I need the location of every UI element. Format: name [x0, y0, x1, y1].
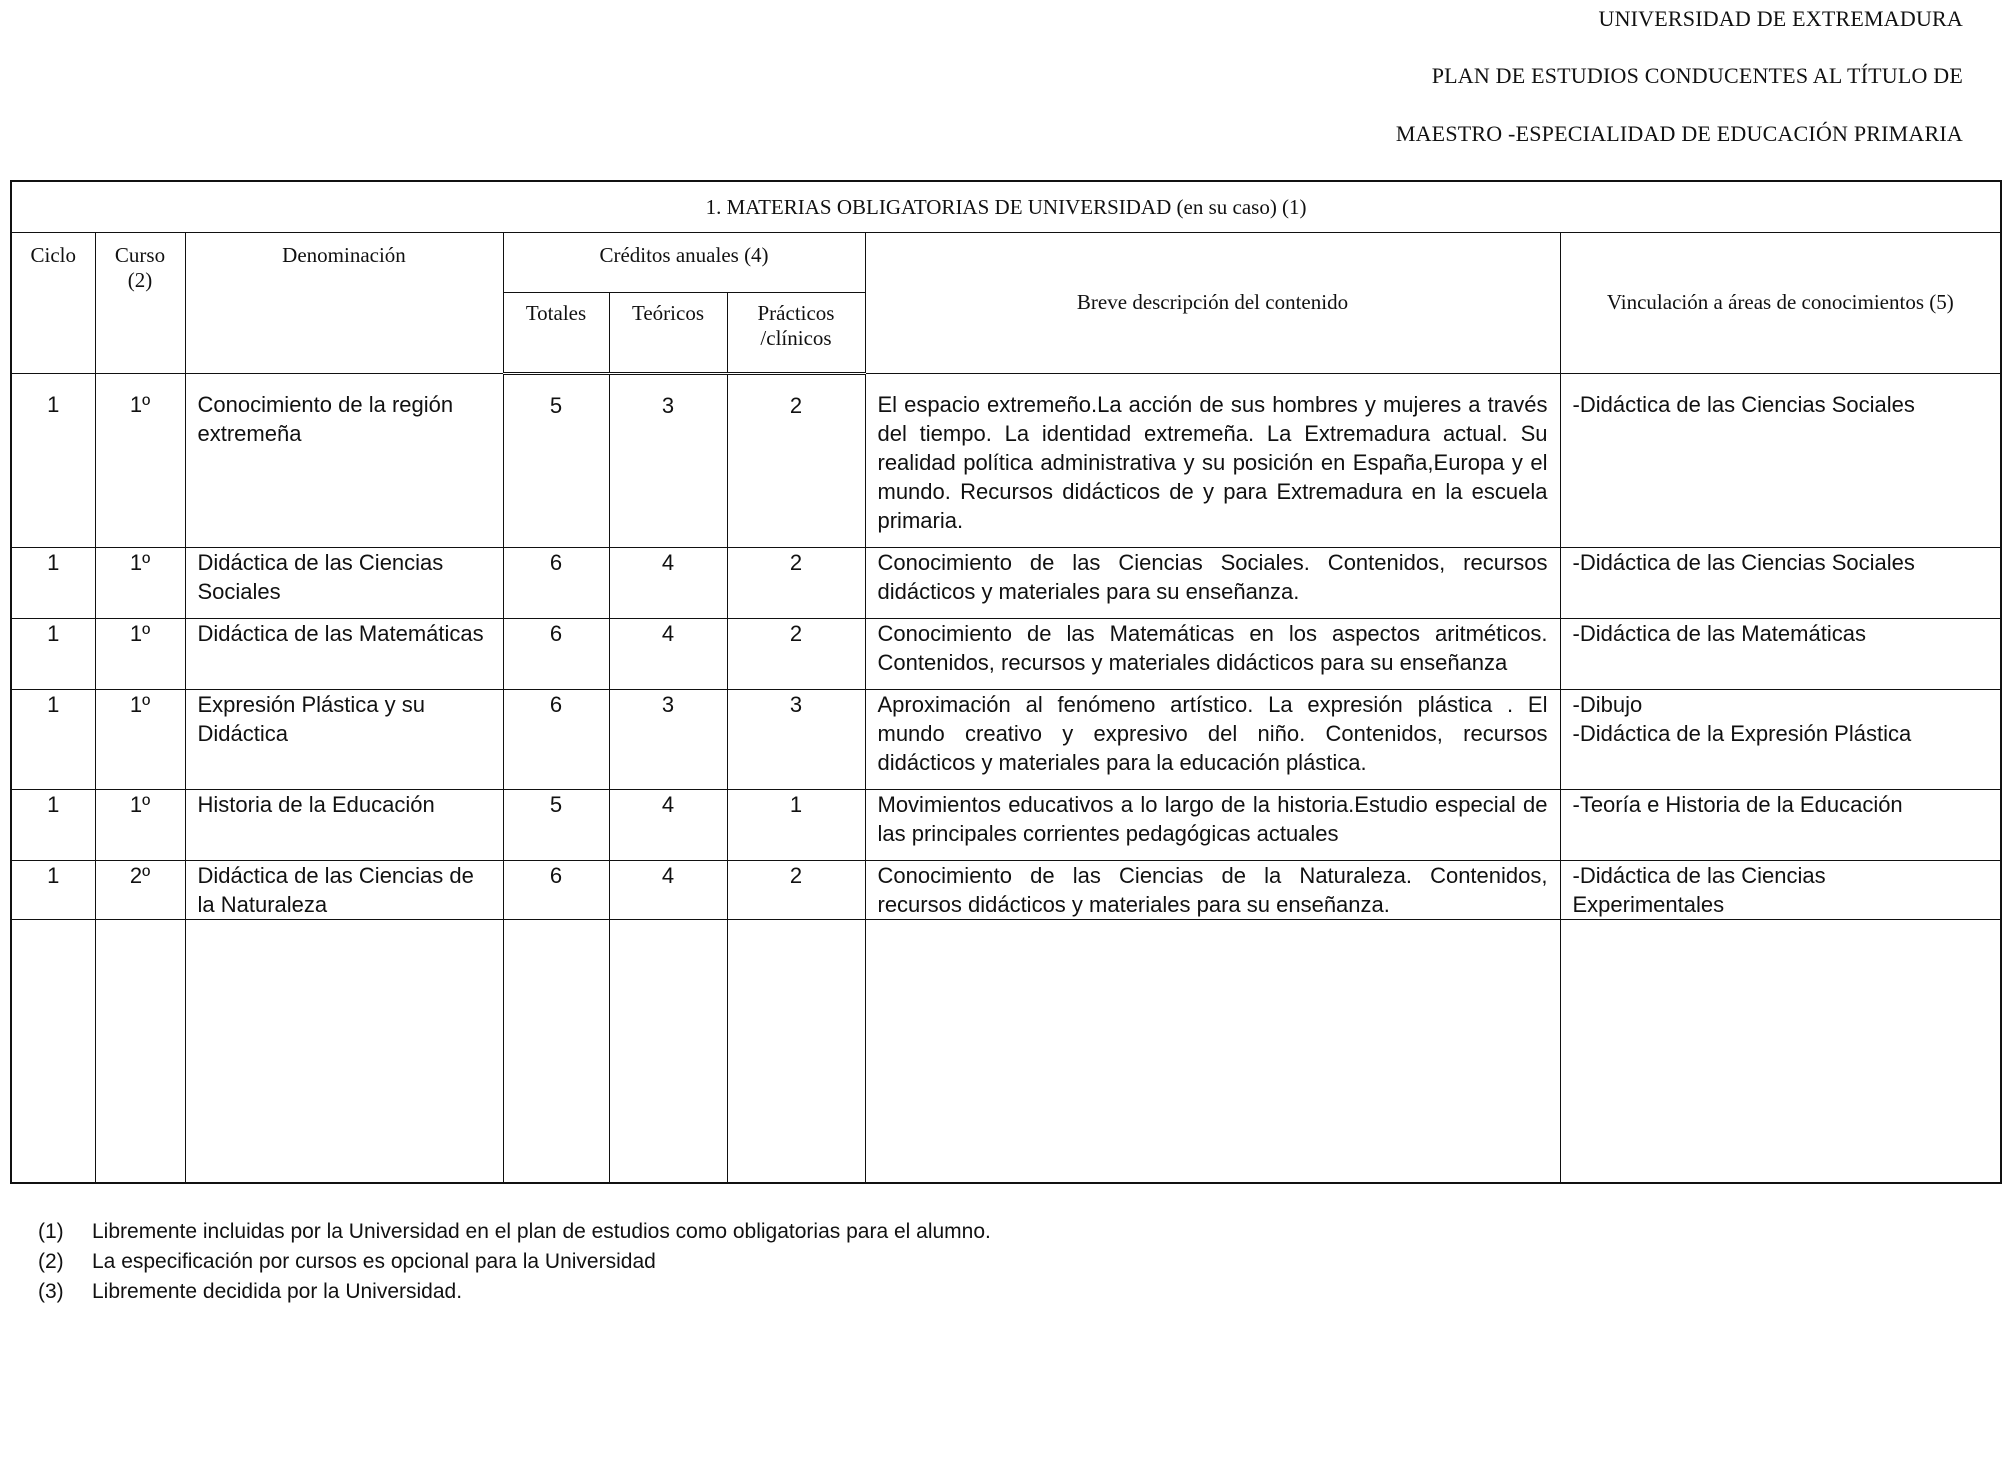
cell-denominacion: Conocimiento de la región extremeña: [185, 374, 503, 548]
table-row: [11, 690, 2001, 790]
cell-denominacion: Expresión Plástica y su Didáctica: [185, 690, 503, 790]
footnotes: [38, 1217, 991, 1307]
col-denominacion: Denominación: [185, 233, 503, 374]
cell-teoricos: 3: [609, 374, 727, 548]
cell-practicos: 2: [727, 374, 865, 548]
footnote-number: (2): [38, 1250, 64, 1273]
cell-totales: 6: [503, 619, 609, 690]
cell-ciclo: 1: [11, 619, 95, 690]
table-filler-row: [11, 920, 2001, 1184]
cell-descripcion: Conocimiento de las Matemáticas en los aspectos aritméticos. Contenidos, recursos y materiales didácticos para su enseñanza: [865, 619, 1560, 690]
vinculacion-item: -Didáctica de las Ciencias Sociales: [1572, 550, 1915, 575]
cell-curso: 1º: [95, 690, 185, 790]
cell-practicos: 2: [727, 861, 865, 920]
col-practicos-label: Prácticos: [757, 301, 835, 325]
cell-vinculacion: [1560, 374, 2001, 548]
cell-teoricos: 4: [609, 861, 727, 920]
cell-vinculacion: [1560, 548, 2001, 619]
vinculacion-item: -Didáctica de las Matemáticas: [1572, 621, 1866, 646]
footnote-text: Libremente decidida por la Universidad.: [92, 1280, 463, 1303]
footnote: [38, 1217, 991, 1247]
footnote-number: (3): [38, 1280, 64, 1303]
cell-practicos: 3: [727, 690, 865, 790]
cell-denominacion: Didáctica de las Ciencias Sociales: [185, 548, 503, 619]
cell-teoricos: 4: [609, 790, 727, 861]
cell-teoricos: 4: [609, 619, 727, 690]
table-row: [11, 861, 2001, 920]
cell-denominacion: Didáctica de las Matemáticas: [185, 619, 503, 690]
cell-denominacion: Historia de la Educación: [185, 790, 503, 861]
header-plan: PLAN DE ESTUDIOS CONDUCENTES AL TÍTULO DE: [1431, 63, 1963, 88]
cell-ciclo: 1: [11, 374, 95, 548]
cell-vinculacion: [1560, 861, 2001, 920]
footnote-number: (1): [38, 1220, 64, 1243]
cell-ciclo: 1: [11, 790, 95, 861]
table-row: [11, 548, 2001, 619]
cell-curso: 2º: [95, 861, 185, 920]
cell-curso: 1º: [95, 548, 185, 619]
col-curso-label: Curso: [114, 243, 166, 267]
footnote-text: Libremente incluidas por la Universidad en el plan de estudios como obligatorias para el alumno.: [92, 1220, 991, 1243]
table-row: [11, 790, 2001, 861]
cell-curso: 1º: [95, 619, 185, 690]
footnote-text: La especificación por cursos es opcional para la Universidad: [92, 1250, 656, 1273]
cell-practicos: 2: [727, 548, 865, 619]
col-curso: [95, 233, 185, 374]
footnote: [38, 1247, 991, 1277]
table-row: [11, 619, 2001, 690]
cell-vinculacion: [1560, 619, 2001, 690]
cell-teoricos: 3: [609, 690, 727, 790]
subjects-table: [10, 180, 2002, 1184]
cell-totales: 5: [503, 374, 609, 548]
cell-totales: 5: [503, 790, 609, 861]
header-degree: MAESTRO -ESPECIALIDAD DE EDUCACIÓN PRIMARIA: [1395, 121, 1963, 146]
col-descripcion: Breve descripción del contenido: [865, 233, 1560, 374]
vinculacion-item: -Didáctica de las Ciencias Sociales: [1572, 392, 1915, 417]
vinculacion-item: -Didáctica de la Expresión Plástica: [1572, 721, 1912, 746]
col-creditos: Créditos anuales (4): [503, 233, 865, 293]
vinculacion-item: -Didáctica de las Ciencias: [1572, 863, 1826, 888]
header-university: UNIVERSIDAD DE EXTREMADURA: [1598, 6, 1963, 31]
vinculacion-item: -Dibujo: [1572, 692, 1643, 717]
cell-vinculacion: [1560, 690, 2001, 790]
col-practicos-label2: /clínicos: [760, 326, 832, 350]
vinculacion-item: Experimentales: [1572, 892, 1725, 917]
cell-totales: 6: [503, 690, 609, 790]
cell-totales: 6: [503, 548, 609, 619]
cell-descripcion: Conocimiento de las Ciencias de la Naturaleza. Contenidos, recursos didácticos y materiales para su enseñanza.: [865, 861, 1560, 920]
cell-curso: 1º: [95, 374, 185, 548]
cell-ciclo: 1: [11, 861, 95, 920]
cell-ciclo: 1: [11, 548, 95, 619]
col-practicos: [727, 293, 865, 374]
cell-practicos: 2: [727, 619, 865, 690]
cell-denominacion: Didáctica de las Ciencias de la Naturaleza: [185, 861, 503, 920]
col-ciclo: Ciclo: [11, 233, 95, 374]
cell-vinculacion: [1560, 790, 2001, 861]
col-totales: Totales: [503, 293, 609, 374]
cell-practicos: 1: [727, 790, 865, 861]
cell-descripcion: Aproximación al fenómeno artístico. La expresión plástica . El mundo creativo y expresivo del niño. Contenidos, recursos didácticos y materiales para la educación plástica.: [865, 690, 1560, 790]
cell-descripcion: Movimientos educativos a lo largo de la historia.Estudio especial de las principales corrientes pedagógicas actuales: [865, 790, 1560, 861]
table-title: 1. MATERIAS OBLIGATORIAS DE UNIVERSIDAD (en su caso) (1): [11, 181, 2001, 233]
vinculacion-item: -Teoría e Historia de la Educación: [1572, 792, 1903, 817]
cell-teoricos: 4: [609, 548, 727, 619]
cell-ciclo: 1: [11, 690, 95, 790]
col-vinculacion: Vinculación a áreas de conocimientos (5): [1560, 233, 2001, 374]
cell-descripcion: El espacio extremeño.La acción de sus hombres y mujeres a través del tiempo. La identidad extremeña. La Extremadura actual. Su realidad política administrativa y su posición en España,Europa y el mundo. Recursos didácticos de y para Extremadura en la escuela primaria.: [865, 374, 1560, 548]
cell-descripcion: Conocimiento de las Ciencias Sociales. Contenidos, recursos didácticos y materiales para su enseñanza.: [865, 548, 1560, 619]
cell-curso: 1º: [95, 790, 185, 861]
cell-totales: 6: [503, 861, 609, 920]
col-curso-note: (2): [127, 268, 153, 292]
col-teoricos: Teóricos: [609, 293, 727, 374]
footnote: [38, 1277, 991, 1307]
table-row: [11, 374, 2001, 548]
